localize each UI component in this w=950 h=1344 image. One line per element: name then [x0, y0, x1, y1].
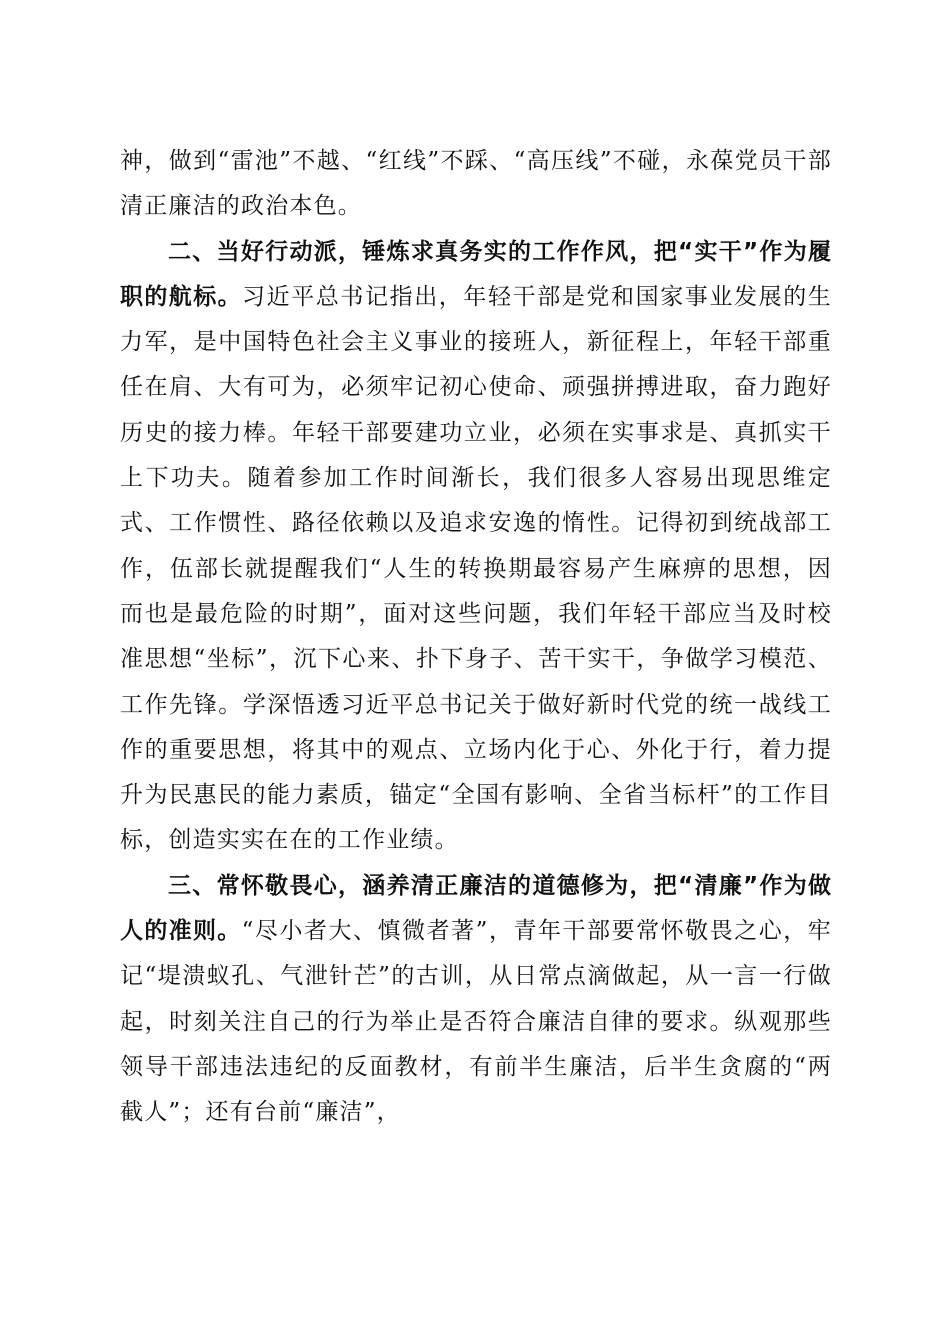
document-page — [120, 139, 832, 1136]
paragraph-section-three — [120, 864, 832, 1136]
paragraph-body: 神，做到“雷池”不越、“红线”不踩、“高压线”不碰，永葆党员干部清正廉洁的政治本色。 — [120, 148, 832, 220]
section-heading: 二、当好行动派，锤炼求真务实的工作作风，把“实干”作为履职的航标。 — [120, 238, 832, 310]
paragraph-body: “尽小者大、慎微者著”，青年干部要常怀敬畏之心，牢记“堤溃蚁孔、气泄针芒”的古训，从日常点滴做起，从一言一行做起，时刻关注自己的行为举止是否符合廉洁自律的要求。纵观那些领导干部违法违纪的反面教材，有前半生廉洁，后半生贪腐的“两截人”；还有台前“廉洁”， — [120, 918, 832, 1126]
paragraph-body: 习近平总书记指出，年轻干部是党和国家事业发展的生力军，是中国特色社会主义事业的接班人，新征程上，年轻干部重任在肩、大有可为，必须牢记初心使命、顽强拼搏进取，奋力跑好历史的接力棒。年轻干部要建功立业，必须在实事求是、真抓实干上下功夫。随着参加工作时间渐长，我们很多人容易出现思维定式、工作惯性、路径依赖以及追求安逸的惰性。记得初到统战部工作，伍部长就提醒我们“人生的转换期最容易产生麻痹的思想，因而也是最危险的时期”，面对这些问题，我们年轻干部应当及时校准思想“坐标”，沉下心来、扑下身子、苦干实干，争做学习模范、工作先锋。学深悟透习近平总书记关于做好新时代党的统一战线工作的重要思想，将其中的观点、立场内化于心、外化于行，着力提升为民惠民的能力素质，锚定“全国有影响、全省当标杆”的工作目标，创造实实在在的工作业绩。 — [120, 283, 832, 854]
paragraph-section-two — [120, 230, 832, 864]
section-heading: 三、常怀敬畏心，涵养清正廉洁的道德修为，把“清廉”作为做人的准则。 — [120, 872, 832, 945]
paragraph-continuation — [120, 139, 832, 230]
